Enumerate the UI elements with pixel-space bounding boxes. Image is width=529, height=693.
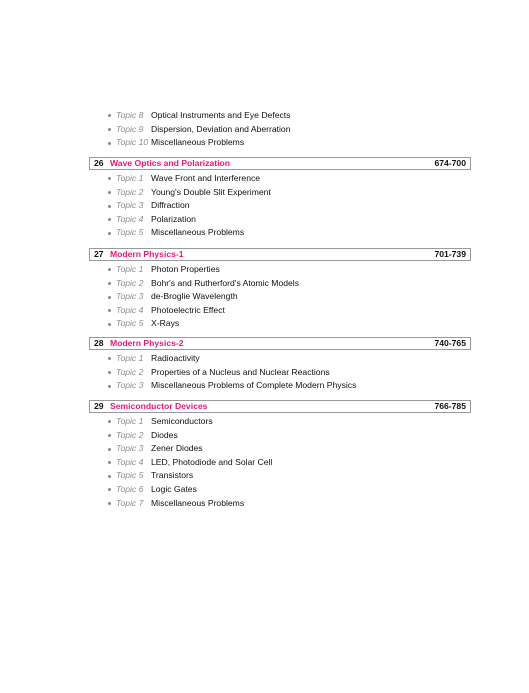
topic-item (0, 429, 529, 443)
topic-title: Diffraction (151, 200, 190, 211)
topic-item (0, 199, 529, 213)
chapter-header[interactable] (89, 157, 471, 170)
topic-list (0, 415, 529, 510)
topic-title: Semiconductors (151, 416, 213, 426)
topic-title: Miscellaneous Problems (151, 227, 245, 238)
topic-number: Topic 7 (116, 497, 144, 508)
continued-topic-list (0, 109, 529, 150)
chapter-header[interactable] (89, 337, 471, 350)
topic-number: Topic 2 (116, 429, 144, 440)
topic-number: Topic 1 (116, 264, 144, 274)
topic-number: Topic 4 (116, 304, 144, 315)
topic-number: Topic 5 (116, 318, 144, 329)
chapter-pages: 701-739 (434, 249, 466, 259)
topic-item (0, 352, 529, 366)
bullet-icon (108, 323, 111, 326)
topic-item (0, 456, 529, 470)
topic-list (0, 263, 529, 331)
chapter-title: Semiconductor Devices (110, 401, 208, 411)
topic-number: Topic 1 (116, 416, 144, 426)
topic-item (0, 213, 529, 227)
bullet-icon (108, 309, 111, 312)
topic-item (0, 123, 529, 137)
topic-title: Diodes (151, 429, 178, 440)
chapter-number: 27 (94, 249, 104, 259)
topic-title: Optical Instruments and Eye Defects (151, 110, 291, 120)
topic-list (0, 172, 529, 240)
bullet-icon (108, 114, 111, 117)
topic-number: Topic 2 (116, 277, 144, 288)
topic-item (0, 304, 529, 318)
bullet-icon (108, 448, 111, 451)
topic-list (0, 352, 529, 393)
topic-number: Topic 1 (116, 353, 144, 363)
topic-number: Topic 3 (116, 200, 144, 211)
topic-number: Topic 2 (116, 366, 144, 377)
chapter-title: Modern Physics-1 (110, 249, 184, 259)
bullet-icon (108, 385, 111, 388)
topic-title: Miscellaneous Problems (151, 137, 245, 148)
topic-item (0, 415, 529, 429)
topic-item (0, 186, 529, 200)
topic-item (0, 290, 529, 304)
topic-title: Properties of a Nucleus and Nuclear Reactions (151, 366, 330, 377)
topic-item (0, 172, 529, 186)
bullet-icon (108, 218, 111, 221)
bullet-icon (108, 128, 111, 131)
topic-number: Topic 1 (116, 173, 144, 183)
topic-number: Topic 4 (116, 213, 144, 224)
topic-number: Topic 5 (116, 227, 144, 238)
chapter-pages: 766-785 (434, 401, 466, 411)
topic-number: Topic 3 (116, 380, 144, 391)
topic-item (0, 442, 529, 456)
topic-item (0, 379, 529, 393)
topic-title: Radioactivity (151, 353, 200, 363)
bullet-icon (108, 191, 111, 194)
bullet-icon (108, 502, 111, 505)
topic-number: Topic 9 (116, 123, 144, 134)
topic-number: Topic 3 (116, 443, 144, 454)
topic-title: Logic Gates (151, 483, 197, 494)
bullet-icon (108, 420, 111, 423)
bullet-icon (108, 475, 111, 478)
chapter-title: Wave Optics and Polarization (110, 158, 231, 168)
topic-item (0, 109, 529, 123)
topic-number: Topic 2 (116, 186, 144, 197)
bullet-icon (108, 282, 111, 285)
topic-title: de-Broglie Wavelength (151, 291, 238, 302)
bullet-icon (108, 434, 111, 437)
chapter-pages: 674-700 (434, 158, 466, 168)
bullet-icon (108, 142, 111, 145)
topic-title: Transistors (151, 470, 194, 481)
chapter-header[interactable] (89, 400, 471, 413)
chapter-number: 29 (94, 401, 104, 411)
topic-title: Wave Front and Interference (151, 173, 261, 183)
topic-number: Topic 5 (116, 470, 144, 481)
bullet-icon (108, 268, 111, 271)
topic-item (0, 277, 529, 291)
topic-title: LED, Photodiode and Solar Cell (151, 456, 273, 467)
topic-item (0, 263, 529, 277)
topic-title: Dispersion, Deviation and Aberration (151, 123, 291, 134)
topic-title: X-Rays (151, 318, 180, 329)
topic-number: Topic 8 (116, 110, 144, 120)
topic-number: Topic 4 (116, 456, 144, 467)
topic-number: Topic 3 (116, 291, 144, 302)
topic-title: Miscellaneous Problems of Complete Modern Physics (151, 380, 357, 391)
chapter-header[interactable] (89, 248, 471, 261)
bullet-icon (108, 371, 111, 374)
topic-item (0, 226, 529, 240)
topic-title: Polarization (151, 213, 196, 224)
topic-item (0, 497, 529, 511)
topic-number: Topic 10 (116, 137, 149, 148)
chapter-pages: 740-765 (434, 338, 466, 348)
topic-item (0, 317, 529, 331)
topic-number: Topic 6 (116, 483, 144, 494)
topic-title: Miscellaneous Problems (151, 497, 245, 508)
chapter-number: 26 (94, 158, 104, 168)
bullet-icon (108, 357, 111, 360)
bullet-icon (108, 205, 111, 208)
bullet-icon (108, 461, 111, 464)
topic-title: Photon Properties (151, 264, 220, 274)
topic-item (0, 136, 529, 150)
topic-item (0, 366, 529, 380)
topic-title: Zener Diodes (151, 443, 203, 454)
chapter-title: Modern Physics-2 (110, 338, 184, 348)
topic-item (0, 469, 529, 483)
topic-title: Bohr's and Rutherford's Atomic Models (151, 277, 300, 288)
bullet-icon (108, 296, 111, 299)
chapter-number: 28 (94, 338, 104, 348)
topic-title: Photoelectric Effect (151, 304, 225, 315)
bullet-icon (108, 232, 111, 235)
topic-item (0, 483, 529, 497)
bullet-icon (108, 488, 111, 491)
topic-title: Young's Double Slit Experiment (151, 186, 271, 197)
bullet-icon (108, 177, 111, 180)
